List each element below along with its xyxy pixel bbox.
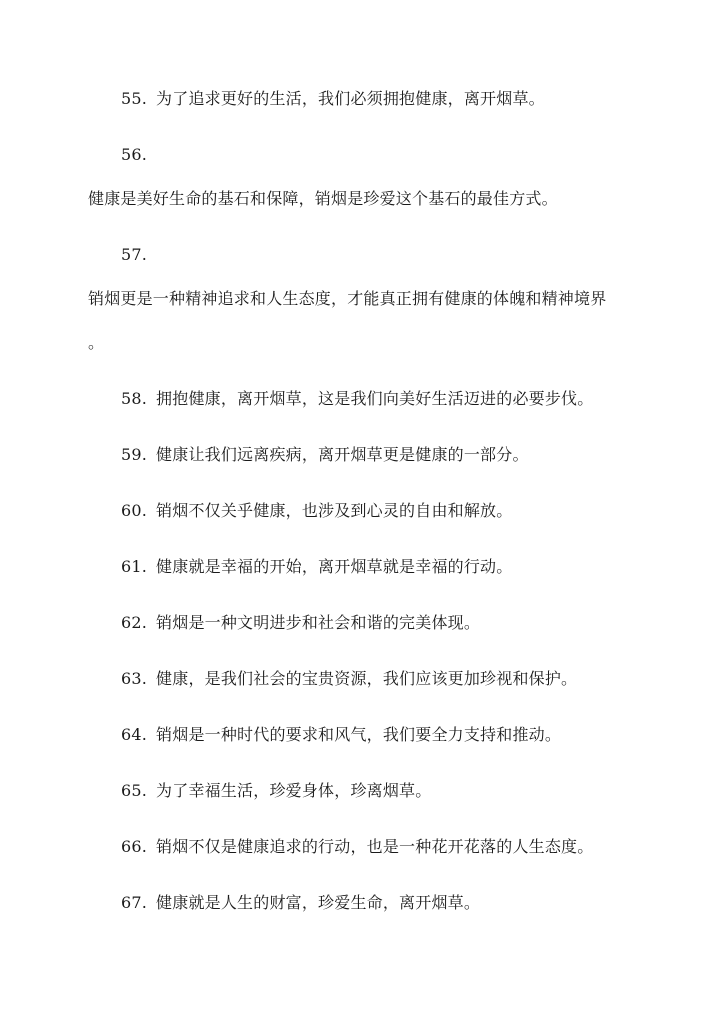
list-item-number <box>121 145 147 165</box>
list-item <box>121 445 529 465</box>
item-text: 健康就是人生的财富，珍爱生命，离开烟草。 <box>156 893 481 912</box>
item-number: 65. <box>121 781 148 800</box>
item-number: 61. <box>121 557 148 576</box>
item-number: 67. <box>121 893 148 912</box>
list-item <box>121 389 593 409</box>
item-text: 健康就是幸福的开始，离开烟草就是幸福的行动。 <box>156 557 513 576</box>
item-number: 55. <box>121 89 148 108</box>
item-text: 为了追求更好的生活，我们必须拥抱健康，离开烟草。 <box>156 89 545 108</box>
item-number: 56. <box>121 145 148 164</box>
list-item <box>121 669 577 689</box>
item-number: 62. <box>121 613 148 632</box>
list-item <box>121 837 593 857</box>
list-item <box>121 725 561 745</box>
list-item-text-continuation <box>88 333 104 353</box>
item-text: 销烟更是一种精神追求和人生态度，才能真正拥有健康的体魄和精神境界 <box>88 289 607 308</box>
item-text: 销烟不仅关乎健康，也涉及到心灵的自由和解放。 <box>156 501 513 520</box>
item-text: 为了幸福生活，珍爱身体，珍离烟草。 <box>156 781 432 800</box>
list-item-text <box>88 189 558 209</box>
item-number: 58. <box>121 389 148 408</box>
list-item <box>121 557 512 577</box>
item-text: 销烟不仅是健康追求的行动，也是一种花开花落的人生态度。 <box>156 837 594 856</box>
list-item <box>121 89 545 109</box>
item-text: 健康让我们远离疾病，离开烟草更是健康的一部分。 <box>156 445 529 464</box>
list-item <box>121 893 480 913</box>
item-number: 59. <box>121 445 148 464</box>
list-item <box>121 613 480 633</box>
item-number: 66. <box>121 837 148 856</box>
item-number: 64. <box>121 725 148 744</box>
item-text: 销烟是一种时代的要求和风气，我们要全力支持和推动。 <box>156 725 562 744</box>
item-text: 销烟是一种文明进步和社会和谐的完美体现。 <box>156 613 481 632</box>
item-text: 健康是美好生命的基石和保障，销烟是珍爱这个基石的最佳方式。 <box>88 189 558 208</box>
item-number: 60. <box>121 501 148 520</box>
item-text: 健康，是我们社会的宝贵资源，我们应该更加珍视和保护。 <box>156 669 578 688</box>
item-text: 拥抱健康，离开烟草，这是我们向美好生活迈进的必要步伐。 <box>156 389 594 408</box>
item-number: 63. <box>121 669 148 688</box>
list-item <box>121 781 431 801</box>
list-item-text <box>88 289 606 309</box>
item-number: 57. <box>121 245 148 264</box>
list-item-number <box>121 245 147 265</box>
list-item <box>121 501 512 521</box>
item-text-continuation: 。 <box>88 333 105 352</box>
